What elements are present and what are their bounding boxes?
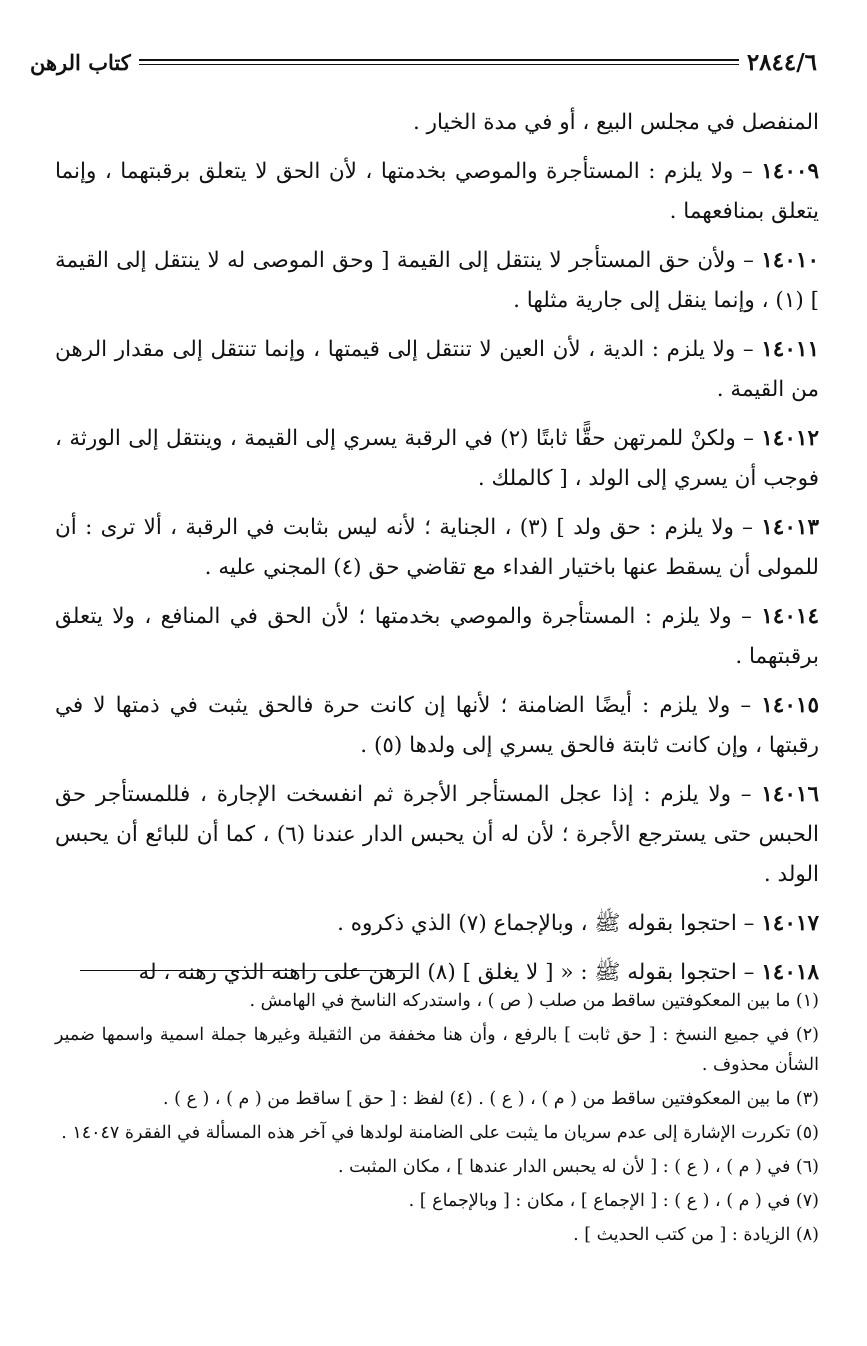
paragraph bbox=[55, 103, 819, 143]
paragraph bbox=[55, 904, 819, 944]
footnote: (٨) الزيادة : [ من كتب الحديث ] . bbox=[573, 1225, 819, 1245]
paragraph bbox=[55, 508, 819, 588]
paragraph-text: – احتجوا بقوله ﷺ : « [ لا يغلق ] (٨) الرهن على راهنه الذي رهنه ، له bbox=[138, 960, 755, 985]
paragraph bbox=[55, 241, 819, 321]
paragraph-number: ١٤٠١٧ bbox=[761, 911, 819, 936]
paragraph-number: ١٤٠١١ bbox=[761, 337, 819, 362]
paragraph-number: ١٤٠٠٩ bbox=[761, 159, 819, 184]
paragraph bbox=[55, 419, 819, 499]
paragraph-text: – ولا يلزم : أيضًا الضامنة ؛ لأنها إن كانت حرة فالحق يثبت في ذمتها لا في رقبتها ، وإن كانت ثابتة فالحق يسري إلى ولدها (٥) . bbox=[55, 693, 819, 758]
footnote: (٧) في ( م ) ، ( ع ) : [ الإجماع ] ، مكان : [ وبالإجماع ] . bbox=[408, 1191, 819, 1211]
main-text bbox=[55, 103, 819, 1002]
paragraph-number: ١٤٠١٤ bbox=[761, 604, 819, 629]
paragraph-text: – احتجوا بقوله ﷺ ، وبالإجماع (٧) الذي ذكروه . bbox=[337, 911, 755, 936]
paragraph-text: – ولا يلزم : إذا عجل المستأجر الأجرة ثم انفسخت الإجارة ، فللمستأجر حق الحبس حتى يسترجع الأجرة ؛ لأن له أن يحبس الدار عندنا (٦) ، كما أن للبائع أن يحبس الولد . bbox=[55, 782, 819, 887]
paragraph-text: – ولا يلزم : المستأجرة والموصي بخدمتها ، لأن الحق لا يتعلق برقبتهما ، وإنما يتعلق بمنافعهما . bbox=[55, 159, 819, 224]
footnote: (١) ما بين المعكوفتين ساقط من صلب ( ص ) ، واستدركه الناسخ في الهامش . bbox=[249, 991, 819, 1011]
page-number: ٢٨٤٤/٦ bbox=[746, 48, 817, 76]
page-header bbox=[30, 42, 817, 82]
paragraph-text: – ولا يلزم : المستأجرة والموصي بخدمتها ؛ لأن الحق في المنافع ، ولا يتعلق برقبتهما . bbox=[55, 604, 819, 669]
paragraph-number: ١٤٠١٥ bbox=[761, 693, 819, 718]
paragraph-text: – ولكنْ للمرتهن حقًّا ثابتًا (٢) في الرقبة يسري إلى القيمة ، وينتقل إلى الورثة ، فوجب أن يسري إلى الولد ، [ كالملك . bbox=[55, 426, 819, 491]
paragraph-text: – ولأن حق المستأجر لا ينتقل إلى القيمة [ وحق الموصى له لا ينتقل إلى القيمة ] (١) ، وإنما ينقل إلى جارية مثلها . bbox=[55, 248, 819, 313]
paragraph-number: ١٤٠١٨ bbox=[761, 960, 819, 985]
paragraph-text: المنفصل في مجلس البيع ، أو في مدة الخيار . bbox=[412, 110, 819, 135]
paragraph bbox=[55, 686, 819, 766]
book-title: كتاب الرهن bbox=[30, 49, 131, 75]
paragraph-number: ١٤٠١٦ bbox=[761, 782, 819, 807]
paragraph-number: ١٤٠١٣ bbox=[761, 515, 819, 540]
paragraph bbox=[55, 330, 819, 410]
paragraph-number: ١٤٠١٠ bbox=[761, 248, 819, 273]
paragraph bbox=[55, 775, 819, 895]
footnotes bbox=[55, 986, 819, 1254]
paragraph-number: ١٤٠١٢ bbox=[761, 426, 819, 451]
footnote: (٦) في ( م ) ، ( ع ) : [ لأن له يحبس الدار عندها ] ، مكان المثبت . bbox=[337, 1157, 819, 1177]
footnote: (٥) تكررت الإشارة إلى عدم سريان ما يثبت على الضامنة لولدها في آخر هذه المسألة في الفقرة ١٤٠٤٧ . bbox=[61, 1123, 819, 1143]
paragraph bbox=[55, 152, 819, 232]
footnote: (٣) ما بين المعكوفتين ساقط من ( م ) ، ( ع ) . (٤) لفظ : [ حق ] ساقط من ( م ) ، ( ع ) . bbox=[162, 1089, 819, 1109]
paragraph-text: – ولا يلزم : حق ولد ] (٣) ، الجناية ؛ لأنه ليس بثابت في الرقبة ، ألا ترى : أن للمولى أن يسقط عنها باختيار الفداء مع تقاضي حق (٤) المجني عليه . bbox=[55, 515, 819, 580]
footnote-separator bbox=[80, 970, 410, 971]
paragraph bbox=[55, 597, 819, 677]
header-rule bbox=[139, 59, 739, 65]
footnote: (٢) في جميع النسخ : [ حق ثابت ] بالرفع ، وأن هنا مخففة من الثقيلة وغيرها جملة اسمية واسمها ضمير الشأن محذوف . bbox=[55, 1025, 819, 1075]
paragraph-text: – ولا يلزم : الدية ، لأن العين لا تنتقل إلى قيمتها ، وإنما تنتقل إلى مقدار الرهن من القيمة . bbox=[55, 337, 819, 402]
